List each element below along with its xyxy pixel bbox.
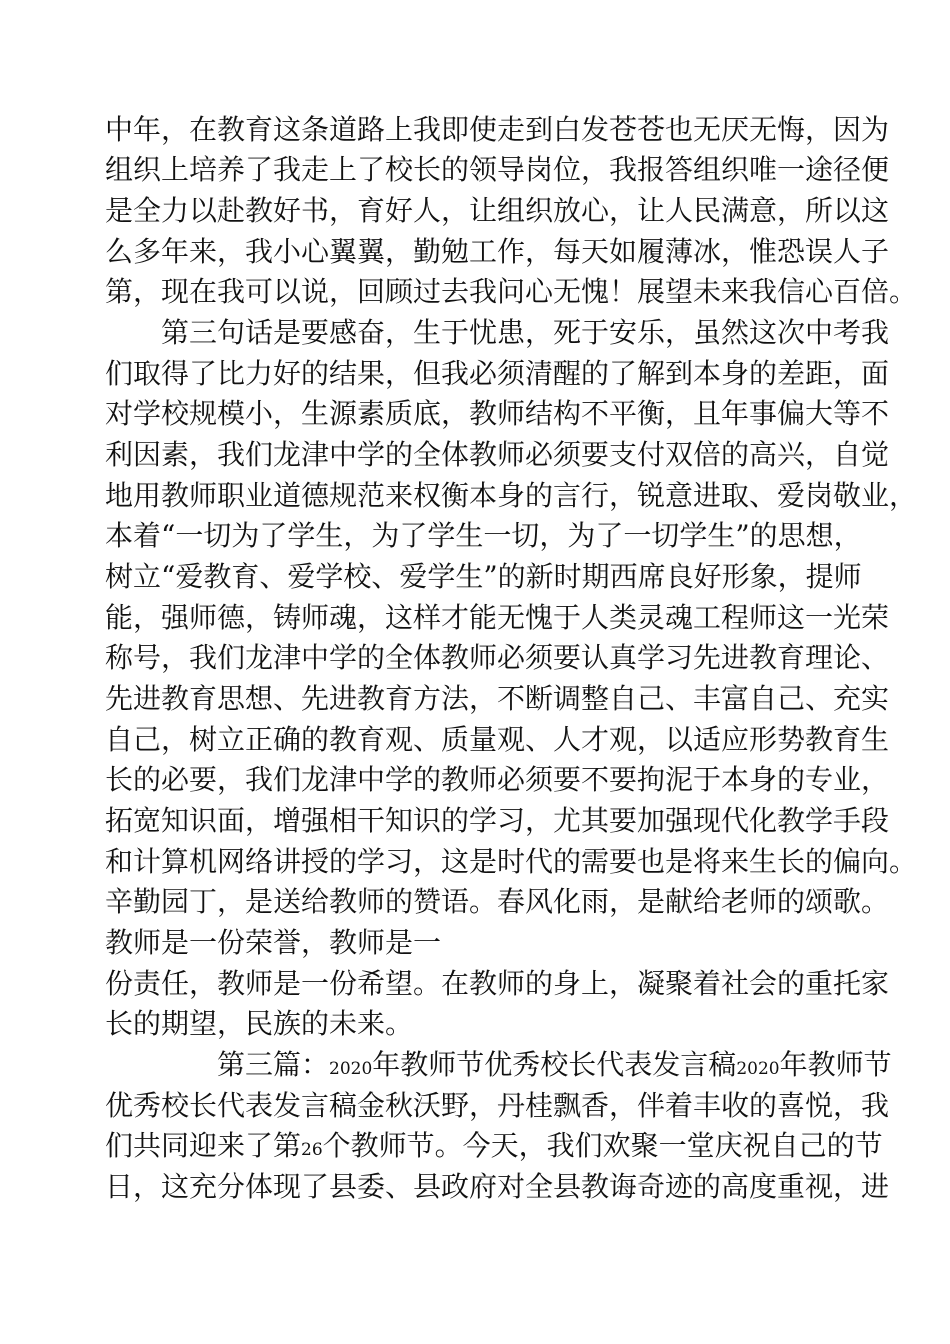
text-line: 份责任，教师是一份希望。在教师的身上，凝聚着社会的重托家 (105, 967, 890, 1000)
heading-title-tail: 年教师节 (779, 1048, 892, 1081)
text-line: 第三句话是要感奋，生于忧患，死于安乐，虽然这次中考我 (105, 316, 890, 349)
text-line: 利因素，我们龙津中学的全体教师必须要支付双倍的高兴，自觉 (105, 438, 890, 471)
text-line: 对学校规模小，生源素质底，教师结构不平衡，且年事偏大等不 (105, 397, 890, 430)
heading-title: 年教师节优秀校长代表发言稿 (372, 1048, 737, 1081)
heading-year: 2020 (736, 1059, 780, 1079)
text-line: 们取得了比力好的结果，但我必须清醒的了解到本身的差距，面 (105, 357, 890, 390)
text-line: 优秀校长代表发言稿金秋沃野，丹桂飘香，伴着丰收的喜悦，我 (105, 1089, 890, 1122)
text-line: 能，强师德，铸师魂，这样才能无愧于人类灵魂工程师这一光荣 (105, 601, 890, 634)
text-line: 拓宽知识面，增强相干知识的学习，尤其要加强现代化教学手段 (105, 804, 890, 837)
text-line: 日，这充分体现了县委、县政府对全县教诲奇迹的高度重视，进 (105, 1170, 890, 1203)
text-line: 自己，树立正确的教育观、质量观、人才观，以适应形势教育生 (105, 723, 890, 756)
section-heading (105, 1046, 892, 1084)
text-line: 组织上培养了我走上了校长的领导岗位，我报答组织唯一途径便 (105, 153, 890, 186)
text-segment: 们共同迎来了第 (105, 1129, 302, 1162)
text-line: 么多年来，我小心翼翼，勤勉工作，每天如履薄冰，惟恐误人子 (105, 235, 890, 268)
heading-label: 第三篇： (217, 1048, 330, 1081)
text-line: 和计算机网络讲授的学习，这是时代的需要也是将来生长的偏向。 (105, 845, 918, 878)
text-line (105, 1127, 883, 1165)
text-line: 辛勤园丁，是送给教师的赞语。春风化雨，是献给老师的颂歌。 (105, 885, 890, 918)
heading-year: 2020 (329, 1059, 373, 1079)
text-line: 长的必要，我们龙津中学的教师必须要不要拘泥于本身的专业， (105, 763, 890, 796)
text-line: 本着“一切为了学生，为了学生一切，为了一切学生”的思想， (105, 519, 862, 552)
text-line: 长的期望，民族的未来。 (105, 1007, 414, 1040)
number-26: 26 (301, 1140, 323, 1160)
text-line: 树立“爱教育、爱学校、爱学生”的新时期西席良好形象，提师 (105, 560, 862, 593)
text-line: 地用教师职业道德规范来权衡本身的言行，锐意进取、爱岗敬业， (105, 479, 918, 512)
text-segment: 个教师节。今天，我们欢聚一堂庆祝自己的节 (322, 1129, 883, 1162)
text-line: 先进教育思想、先进教育方法，不断调整自己、丰富自己、充实 (105, 682, 890, 715)
text-line: 是全力以赴教好书，育好人，让组织放心，让人民满意，所以这 (105, 194, 890, 227)
text-line: 教师是一份荣誉，教师是一 (105, 926, 442, 959)
heading-indent (105, 1048, 217, 1081)
text-line: 第，现在我可以说，回顾过去我问心无愧！展望未来我信心百倍。 (105, 275, 918, 308)
text-line: 中年，在教育这条道路上我即使走到白发苍苍也无厌无悔，因为 (105, 113, 890, 146)
text-line: 称号，我们龙津中学的全体教师必须要认真学习先进教育理论、 (105, 641, 890, 674)
